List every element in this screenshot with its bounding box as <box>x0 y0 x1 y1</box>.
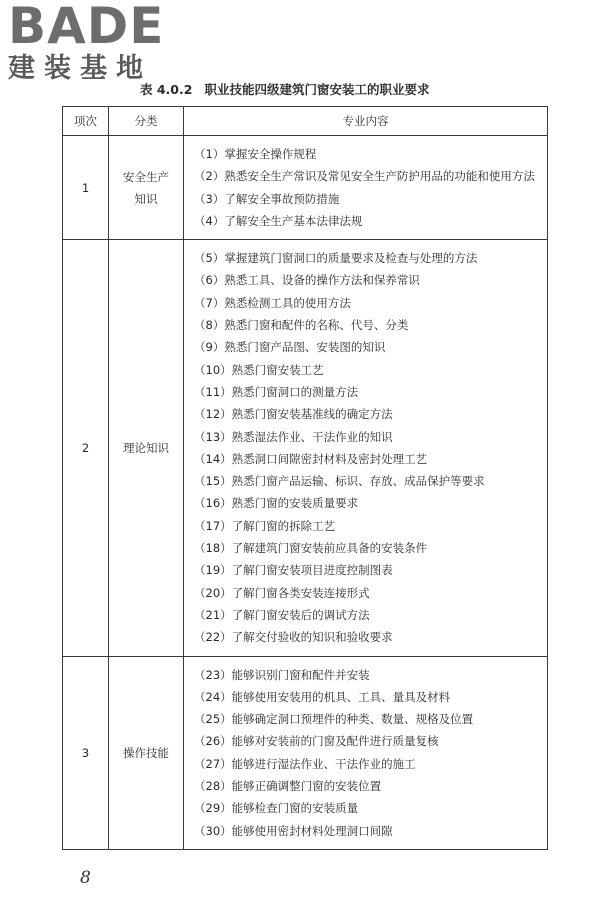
content-item: （11）熟悉门窗洞口的测量方法 <box>194 384 359 399</box>
row-number: 3 <box>63 656 109 849</box>
header-category: 分类 <box>109 107 184 136</box>
content-item: （22）了解交付验收的知识和验收要求 <box>194 630 393 645</box>
content-item: （10）熟悉门窗安装工艺 <box>194 362 324 377</box>
page-number: 8 <box>80 868 91 888</box>
content-item: （20）了解门窗各类安装连接形式 <box>194 585 370 600</box>
requirements-table <box>62 106 548 850</box>
content-item: （12）熟悉门窗安装基准线的确定方法 <box>194 407 393 422</box>
content-item: （26）能够对安装前的门窗及配件进行质量复核 <box>194 734 439 749</box>
row-number: 1 <box>63 136 109 240</box>
content-item: （13）熟悉湿法作业、干法作业的知识 <box>194 429 393 444</box>
category-label: 理论知识 <box>123 440 169 455</box>
content-item: （19）了解门窗安装项目进度控制图表 <box>194 563 393 578</box>
row-category <box>109 136 184 240</box>
table-title-text: 职业技能四级建筑门窗安装工的职业要求 <box>204 82 430 97</box>
row-category <box>109 240 184 656</box>
table-row <box>63 240 548 656</box>
content-item: （5）掌握建筑门窗洞口的质量要求及检查与处理的方法 <box>194 251 478 266</box>
table-row <box>63 656 548 849</box>
row-content <box>184 240 548 656</box>
content-item: （2）熟悉安全生产常识及常见安全生产防护用品的功能和使用方法 <box>194 169 535 184</box>
content-item: （21）了解门窗安装后的调试方法 <box>194 607 370 622</box>
content-item: （30）能够使用密封材料处理洞口间隙 <box>194 823 393 838</box>
row-number: 2 <box>63 240 109 656</box>
table-body <box>63 136 548 850</box>
table-header-row <box>63 107 548 136</box>
content-item: （28）能够正确调整门窗的安装位置 <box>194 779 382 794</box>
logo-wordmark: BADE <box>8 0 165 55</box>
row-content <box>184 656 548 849</box>
content-item: （6）熟悉工具、设备的操作方法和保养常识 <box>194 273 420 288</box>
content-item: （8）熟悉门窗和配件的名称、代号、分类 <box>194 318 409 333</box>
content-item: （14）熟悉洞口间隙密封材料及密封处理工艺 <box>194 451 428 466</box>
row-category <box>109 656 184 849</box>
content-item: （7）熟悉检测工具的使用方法 <box>194 295 351 310</box>
header-no: 项次 <box>63 107 109 136</box>
content-item: （3）了解安全事故预防措施 <box>194 191 340 206</box>
category-label: 安全生产知识 <box>122 169 169 206</box>
logo-chinese-text: 建装基地 <box>8 53 152 84</box>
content-item: （15）熟悉门窗产品运输、标识、存放、成品保护等要求 <box>194 474 485 489</box>
content-item: （1）掌握安全操作规程 <box>194 147 317 161</box>
content-item: （27）能够进行湿法作业、干法作业的施工 <box>194 756 416 771</box>
content-item: （9）熟悉门窗产品图、安装图的知识 <box>194 340 386 355</box>
content-item: （25）能够确定洞口预埋件的种类、数量、规格及位置 <box>194 712 474 727</box>
content-item: （17）了解门窗的拆除工艺 <box>194 518 336 533</box>
table-number: 表 4.0.2 <box>140 82 193 97</box>
content-item: （23）能够识别门窗和配件并安装 <box>194 667 370 682</box>
table-row <box>63 136 548 240</box>
content-item: （16）熟悉门窗的安装质量要求 <box>194 496 359 511</box>
category-label: 操作技能 <box>123 745 169 760</box>
table-title <box>140 80 429 98</box>
header-content: 专业内容 <box>184 107 548 136</box>
row-content <box>184 136 548 240</box>
content-item: （18）了解建筑门窗安装前应具备的安装条件 <box>194 541 428 556</box>
content-item: （24）能够使用安装用的机具、工具、量具及材料 <box>194 689 451 704</box>
content-item: （29）能够检查门窗的安装质量 <box>194 801 359 816</box>
content-item: （4）了解安全生产基本法律法规 <box>194 213 363 228</box>
